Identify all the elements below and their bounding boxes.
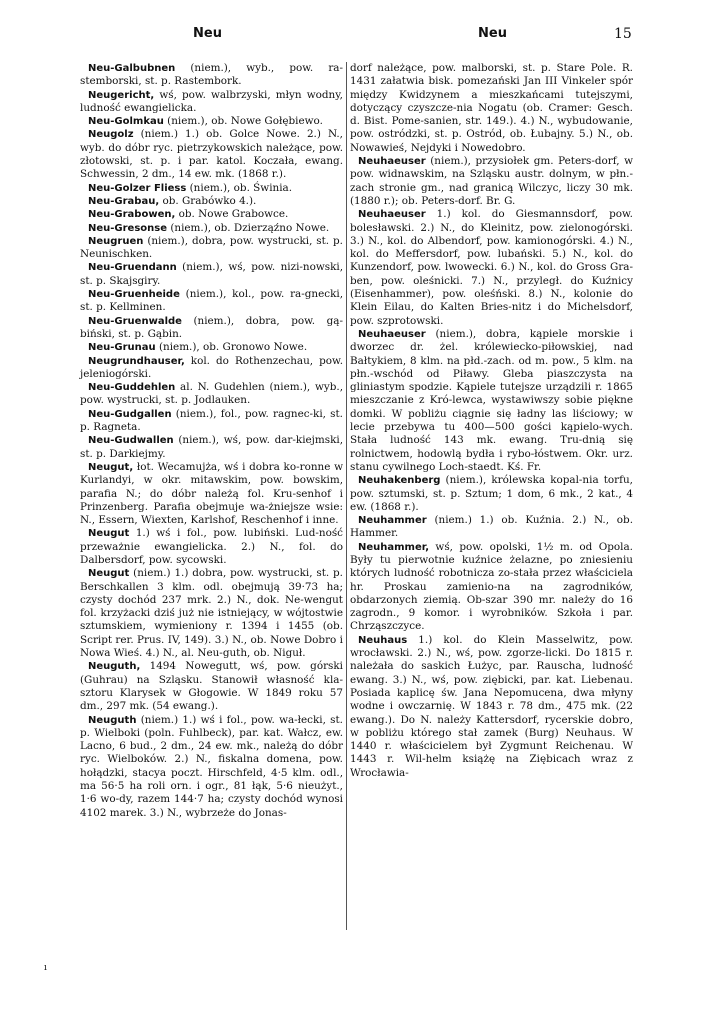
entry-text: (niem.), wś, pow. dar-kiejmski, st. p. Darkiejmy. [80, 434, 343, 460]
entry-headword: Neuhaeuser [358, 209, 426, 221]
entry-text: (niem.), dobra, kąpiele morskie i dworzec dr. żel. królewiecko-piłowskiej, nad Bałtykiem, 8 klm. na płd.-zach. od m. pow., 5 klm. na płn.-wschód od Piławy. Gleba piaszczysta na gliniastym spodzie. Kąpiele tutejsze urządzili r. 1865 mieszczanie z Kró-lewca, wystawiwszy sobie piękne domki. W pobliżu ciągnie się ładny las liściowy; w lecie przebywa tu 400—500 gości kąpielo-wych. Stała ludność 143 mk. ewang. Tru-dnią się rolnictwem, hodowlą bydła i rybo-łóstwem. Okr. urz. stanu cywilnego Loch-staedt. Kś. Fr. [350, 327, 633, 473]
entry-headword: Neuhammer [358, 515, 427, 527]
entry-headword: Neu-Gruenheide [88, 289, 180, 301]
entry-headword: Neu-Galbubnen [88, 63, 176, 74]
entry-text: (niem.), dobra, pow. wystrucki, st. p. Neunischken. [80, 234, 343, 261]
dictionary-entry [80, 434, 343, 461]
right-column [350, 62, 633, 780]
running-header [0, 26, 720, 50]
entry-text: (niem.), ob. Gronowo Nowe. [155, 341, 308, 354]
entry-headword: Neu-Golzer Fliess [88, 182, 187, 194]
entry-headword: Neugut, [88, 461, 134, 473]
dictionary-entry [80, 182, 343, 195]
entry-headword: Neu-Gruenwalde [88, 315, 182, 327]
entry-text: al. N. Gudehlen (niem.), wyb., pow. wystrucki, st. p. Jodlauken. [80, 381, 343, 407]
entry-text: (niem.), ob. Nowe Gołębiewo. [163, 115, 323, 128]
dictionary-entry [80, 222, 343, 235]
dictionary-entry [350, 328, 633, 474]
left-column [80, 62, 343, 820]
entry-headword: Neuguth [88, 714, 137, 726]
entry-text: 1.) kol. do Giesmannsdorf, pow. bolesławski. 2.) N., do Kleinitz, pow. zielonogórski. 3.) N., kol. do Albendorf, pow. kamionogórski. 4.) N., kol. do Meffersdorf, pow. lubański. 5.) N., kol. do Kunzendorf, pow. lwowecki. 6.) N., kol. do Gross Gra-ben, pow. oleśnicki. 7.) N., przyległ. do Kuźnicy (Eisenhammer), pow. oleśński. 8.) N., kolonie do Klein Eilau, do Kalten Bries-nitz i do Michelsdorf, pow. szprotowski. [350, 208, 633, 327]
entry-headword: Neuhaeuser [358, 328, 426, 340]
entry-text: 1.) wś i fol., pow. lubiński. Lud-ność przeważnie ewangielicka. 2.) N., fol. do Dalbersdorf, pow. sycowski. [80, 527, 343, 566]
entry-text: (niem.), kol., pow. ra-gnecki, st. p. Kellminen. [80, 288, 343, 314]
dictionary-entry [80, 288, 343, 315]
entry-text: (niem.) 1.) dobra, pow. wystrucki, st. p. Berschkallen 3 klm. odl. obejmują 39·73 ha; czysty dochód 237 mrk. 2.) N., dok. Ne-wengut fol. krzyżacki dziś już nie istniejący, w wójtostwie sztumskiem, wymieniony r. 1394 i 1455 (ob. Script rer. Prus. IV, 149). 3.) N., ob. Nowe Dobro i Nowa Wieś. 4.) N., al. Neu-guth, ob. Niguł. [80, 567, 343, 660]
entry-text: (niem.), przysiołek gm. Peters-dorf, w pow. widnawskim, na Szląsku austr. dolnym, w płn.-zach stronie gm., nad granicą Wilczyc, liczy 30 mk. (1880 r.); ob. Peters-dorf. Br. G. [350, 155, 633, 207]
entry-headword: Neugut [88, 528, 130, 540]
entry-text: (niem.), dobra, pow. gą-biński, st. p. Gąbin. [80, 314, 343, 340]
entry-text: wś, pow. walbrzyski, młyn wodny, ludność ewangielicka. [80, 88, 343, 114]
entry-text: (niem.), wś, pow. nizi-nowski, st. p. Skajsgiry. [80, 261, 343, 287]
entry-text: 1494 Nowegutt, wś, pow. górski (Guhrau) na Szląsku. Stanowił własność kla-sztoru Klarysek w Głogowie. W 1849 roku 57 dm., 297 mk. (54 ewang.). [80, 660, 343, 713]
entry-text: (niem.) 1.) ob. Golce Nowe. 2.) N., wyb. do dóbr ryc. pietrzykowskich należące, pow. złotowski, st. p. i par. katol. Koczała, ewang. Schwessin, 2 dm., 14 ew. mk. (1868 r.). [80, 128, 343, 181]
margin-mark: ı [44, 963, 47, 973]
dictionary-entry [350, 155, 633, 208]
entry-headword: Neu-Grabowen, [88, 209, 176, 221]
entry-headword: Neugolz [88, 129, 134, 141]
entry-headword: Neuhaeuser [358, 156, 426, 168]
entry-text: (niem.), wyb., pow. ra-stemborski, st. p. Rastembork. [80, 62, 343, 88]
entry-headword: Neuhaus [358, 634, 408, 646]
entry-text: (niem.) 1.) wś i fol., pow. wa-łecki, st. p. Wielboki (poln. Fuhlbeck), par. kat. Wałcz, ew. Lacno, 6 bud., 2 dm., 24 ew. mk., należą do dóbr ryc. Wielboków. 2.) N., fiskalna domena, pow. hołądzki, stacya poczt. Hirschfeld, 4·5 klm. odl., ma 56·5 ha roli orn. i ogr., 81 łąk, 5·6 nieużyt., 1·6 wo-dy, razem 144·7 ha; czysty dochód wynosi 4102 marek. 3.) N., wybrzeże do Jonas- [80, 713, 343, 819]
entry-headword: Neu-Gruendann [88, 262, 177, 274]
dictionary-entry [80, 567, 343, 660]
header-right-word: Neu [478, 26, 507, 41]
dictionary-entry [350, 541, 633, 634]
column-divider [346, 62, 347, 930]
entry-text: ob. Nowe Grabowce. [175, 208, 289, 221]
entry-text: (niem.), królewska kopal-nia torfu, pow. sztumski, st. p. Sztum; 1 dom, 6 mk., 2 kat., 4 ew. (1868 r.). [350, 474, 633, 513]
dictionary-entry [350, 62, 633, 155]
entry-text: łot. Wecamujża, wś i dobra ko-ronne w Kurlandyi, w okr. mitawskim, pow. bowskim, parafia N.; do dóbr należą fol. Kru-senhof i Prinzenberg. Parafia obejmuje wa-żniejsze wsie: N., Essern, Wiexten, Karlshof, Reschenhof i inne. [80, 460, 343, 527]
dictionary-entry [80, 208, 343, 221]
entry-text: 1.) kol. do Klein Masselwitz, pow. wrocławski. 2.) N., wś, pow. zgorze-licki. Do 1815 r. należała do saskich Łużyc, par. Rauscha, ludność ewang. 3.) N., wś, pow. ziębicki, par. kat. Liebenau. Posiada kaplicę św. Jana Nepomucena, dwa młyny wodne i owczarnię. W 1843 r. 78 dm., 475 mk. (22 ewang.). Do N. należy Kattersdorf, rycerskie dobro, w pobliżu którego stał zamek (Burg) Neuhaus. W 1440 r. właścicielem był Zygmunt Reichenau. W 1443 r. Wil-helm książę na Ziębicach wraz z Wrocławia- [350, 633, 633, 779]
dictionary-entry [350, 514, 633, 541]
dictionary-entry [80, 714, 343, 820]
entry-headword: Neu-Gudgallen [88, 408, 172, 420]
header-left-word: Neu [193, 26, 222, 41]
entry-text: (niem.), ob. Świnia. [186, 181, 293, 194]
dictionary-entry [80, 355, 343, 382]
dictionary-entry [80, 235, 343, 262]
dictionary-entry [80, 261, 343, 288]
dictionary-entry [350, 208, 633, 328]
dictionary-entry [80, 89, 343, 116]
entry-text: wś, pow. opolski, 1½ m. od Opola. Były tu pierwotnie kuźnice żelazne, po zniesieniu których ludność robotnicza zo-stała przez właściciela hr. Proskau zamienio-na na zagrodników, obdarzonych ziemią. Ob-szar 390 mr. należy do 16 zagrodn., 9 komor. i wyrobników. Szkoła i par. Chrząszczyce. [350, 540, 633, 633]
entry-headword: Neu-Grunau [88, 342, 156, 354]
entry-headword: Neugericht, [88, 89, 155, 101]
entry-text: (niem.), fol., pow. ragnec-ki, st. p. Ragneta. [80, 407, 343, 434]
dictionary-entry [80, 381, 343, 408]
dictionary-entry [80, 62, 343, 89]
dictionary-entry [80, 660, 343, 713]
entry-headword: Neuguth, [88, 661, 141, 673]
entry-headword: Neu-Gudwallen [88, 435, 174, 447]
dictionary-entry [80, 195, 343, 208]
entry-headword: Neugruen [88, 235, 144, 247]
entry-headword: Neu-Gresonse [88, 222, 168, 234]
dictionary-entry [80, 408, 343, 435]
entry-headword: Neu-Grabau, [88, 195, 160, 207]
entry-text: (niem.), ob. Dzierząźno Nowe. [167, 221, 330, 234]
dictionary-entry [350, 634, 633, 780]
entry-text: dorf należące, pow. malborski, st. p. Stare Pole. R. 1431 załatwia bisk. pomezański Jan III Vinkeler spór między Kwidzynem a mieszkańcami tutejszymi, dotyczący czyszcze-nia Nogatu (ob. Cramer: Gesch. d. Bist. Pome-sanien, str. 149.). 4.) N., wybudowanie, pow. ostródzki, st. p. Ostród, ob. Łubajny. 5.) N., ob. Nowawieś, Nejdyki i Nowedobro. [350, 62, 633, 154]
dictionary-entry [80, 527, 343, 567]
entry-text: kol. do Rothenzechau, pow. jeleniogórski. [80, 354, 343, 380]
dictionary-entry [80, 315, 343, 342]
entry-text: (niem.) 1.) ob. Kuźnia. 2.) N., ob. Hammer. [350, 514, 633, 540]
entry-headword: Neu-Golmkau [88, 116, 164, 128]
dictionary-entry [80, 115, 343, 128]
entry-headword: Neugrundhauser, [88, 355, 185, 367]
dictionary-entry [350, 474, 633, 514]
dictionary-entry [80, 128, 343, 181]
dictionary-entry [80, 461, 343, 527]
entry-headword: Neugut [88, 568, 130, 580]
page-number: 15 [614, 26, 632, 42]
dictionary-entry [80, 341, 343, 354]
entry-headword: Neuhakenberg [358, 475, 441, 487]
entry-headword: Neu-Guddehlen [88, 382, 176, 394]
entry-headword: Neuhammer, [358, 541, 430, 553]
entry-text: ob. Grabówko 4.). [159, 194, 257, 207]
